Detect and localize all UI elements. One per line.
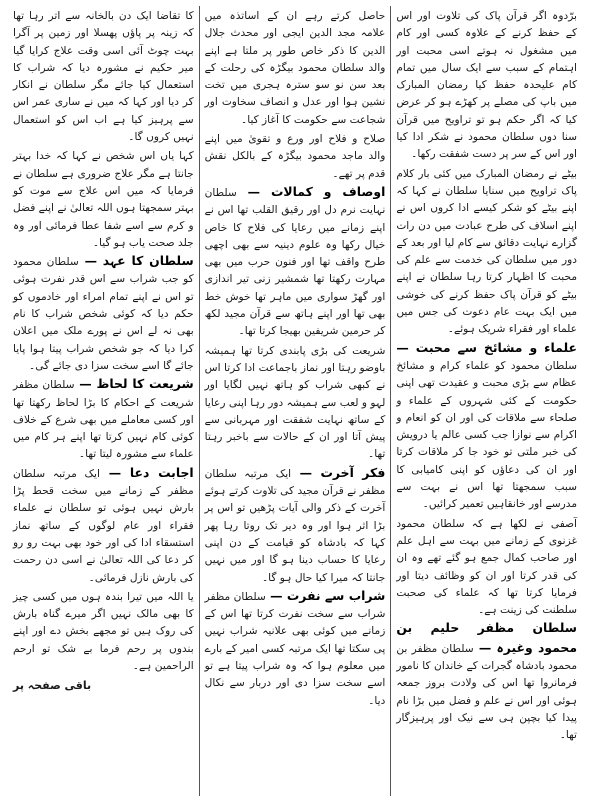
paragraph-text: سلطان محمود کو جب شراب سے اس قدر نفرت ہوئی تو اس نے اپنے تمام امراء اور خادموں کو حکم دیا کہ کوئی شخص شراب کا نام بھی نہ لے اس نے پورے ملک میں اعلان کرا دیا کہ جو شخص شراب پیتا ہوا پایا جائے گا اسے سخت سزا دی جائے گی۔ [12, 256, 194, 372]
paragraph [396, 619, 577, 744]
paragraph [205, 183, 386, 341]
column-right [391, 6, 582, 796]
paragraph [13, 146, 194, 252]
paragraph [205, 129, 386, 183]
column-left [8, 6, 199, 796]
paragraph-text: سلطان مظفر شریعت کے احکام کا بڑا لحاظ رکھتا تھا اور کسی معاملے میں بھی شرع کے خلاف کوئی کام نہیں کرتا تھا اپنے ہر کام میں علماء سے مشورہ لیتا تھا۔ [12, 379, 194, 461]
paragraph-text: صلاح و فلاح اور ورع و تقویٰ میں اپنے والد ماجد محمود بیگڑہ کے بالکل نقش قدم پر تھے۔ [204, 133, 386, 180]
paragraph-text: سلطان مظفر بن محمود بادشاہ گجرات کے خاندان کا نامور فرمانروا تھا اس کی ولادت بروز جمعہ ہوئی اور اس نے علم و فضل میں بڑا نام پیدا کیا بچپن ہی سے نیک اور پرہیزگار تھا۔ [396, 642, 577, 742]
paragraph-text: ایک مرتبہ سلطان مظفر کے زمانے میں سخت قحط پڑا بارش نہیں ہوئی تو سلطان نے علماء فقراء اور عام لوگوں کے ساتھ نماز استسقاء ادا کی اور خود بھی بہت رو رو کر دعا کی اللہ تعالیٰ نے اسی دن رحمت کی بارش نازل فرمائی۔ [12, 467, 194, 584]
paragraph-heading: اجابت دعا — [99, 464, 194, 480]
paragraph-text: سلطان محمود کو علماء کرام و مشائخ عظام سے بڑی محبت و عقیدت تھی اپنی حکومت کے کئی شہروں کے علماء و صلحاء سے ملاقات کی اور ان کو انعام و اکرام سے نوازا جب کسی عالم یا درویش کی خبر ملتی تو خود جا کر ملاقات کرتا اور ان کی دعاؤں کو اپنی کامیابی کا سبب سمجھتا تھا اس نے بہت سے مدرسے اور خانقاہیں تعمیر کرائیں۔ [396, 359, 577, 511]
paragraph [13, 375, 194, 463]
paragraph [396, 6, 577, 164]
paragraph-heading: سلطان کا عہد — [78, 253, 194, 269]
paragraph-heading: اوصاف و کمالات — [236, 183, 386, 199]
paragraph-text: یا اللہ میں تیرا بندہ ہوں میں کسی چیز کا بھی مالک نہیں اگر میرے گناہ بارش کی روک ہیں تو مجھے بخش دے اور اپنے بندوں پر رحم فرما بے شک تو ارحم الراحمین ہے۔ [12, 590, 194, 672]
paragraph-text: سلطان نہایت نرم دل اور رقیق القلب تھا اس نے اپنے زمانے میں رعایا کی فلاح کا خاص خیال رکھا وہ علوم دینیہ سے بھی اچھی طرح واقف تھا اور فنون حرب میں بھی مہارت رکھتا تھا شمشیر زنی تیر اندازی اور گھڑ سواری میں ماہر تھا خوش خط بھی تھا اور اپنے ہاتھ سے قرآن مجید لکھ کر حرمین شریفین بھیجا کرتا تھا۔ [204, 186, 386, 338]
paragraph [13, 587, 194, 675]
paragraph [396, 514, 577, 620]
paragraph-text: حاصل کرتے رہے ان کے اساتذہ میں علامہ مجد الدین ایجی اور محدث جلال الدین کا ذکر خاص طور پر ملتا ہے اپنے والد سلطان محمود بیگڑہ کی رحلت کے بعد سن نو سو سترہ ہجری میں تخت نشین ہوا اور عدل و انصاف سخاوت اور شجاعت سے حکومت کا آغاز کیا۔ [204, 10, 386, 126]
paragraph [205, 6, 386, 129]
paragraph-text: سلطان مظفر شراب سے سخت نفرت کرتا تھا اس کے زمانے میں کوئی بھی علانیہ شراب نہیں پی سکتا تھا ایک مرتبہ کسی امیر کے بارے میں معلوم ہوا کہ وہ شراب پیتا ہے تو اسے سخت سزا دی اور دربار سے نکال دیا۔ [204, 590, 386, 707]
paragraph-text: کا تقاضا ایک دن بالخانہ سے اتر رہا تھا کہ زینہ پر پاؤں پھسلا اور زمین پر آگرا بہت چوٹ آئی اسی وقت علاج کرایا گیا میر حکیم نے مشورہ دیا کہ شراب کا استعمال کیا جائے مگر سلطان نے انکار کر دیا اور کہا کہ میں نے ساری عمر اس سے پرہیز کیا ہے اب اس کو استعمال نہیں کروں گا۔ [12, 10, 194, 144]
paragraph-text: کہا یاں اس شخص نے کہا کہ خدا بہتر جانتا ہے مگر علاج ضروری ہے سلطان نے فرمایا کہ میں اس علاج سے موت کو بہتر سمجھتا ہوں اللہ تعالیٰ نے اپنے فضل و کرم سے اسے شفا عطا فرمائی اور وہ جلد صحت یاب ہو گیا۔ [12, 150, 194, 249]
paragraph-text: ایک مرتبہ سلطان مظفر نے قرآن مجید کی تلاوت کرتے ہوئے آخرت کے ذکر والی آیات پڑھیں تو اس پر بڑا اثر ہوا اور وہ دیر تک روتا رہا پھر کہا کہ بادشاہ کو قیامت کے دن اپنی رعایا کا حساب دینا ہو گا اور میں نہیں جانتا کہ میرا کیا حال ہو گا۔ [204, 467, 386, 584]
paragraph-heading: فکر آخرت — [291, 464, 386, 480]
paragraph [13, 464, 194, 587]
column-divider [199, 6, 200, 796]
paragraph [13, 252, 194, 375]
paragraph-text: شریعت کی بڑی پابندی کرتا تھا ہمیشہ باوضو رہتا اور نماز باجماعت ادا کرتا اس نے کبھی شراب کو ہاتھ نہیں لگایا اور لہو و لعب سے ہمیشہ دور رہا اپنی رعایا کے ساتھ نہایت شفقت اور مہربانی سے پیش آتا اور ان کے حالات سے باخبر رہتا تھا۔ [204, 344, 386, 461]
paragraph-heading: شریعت کا لحاظ — [74, 376, 194, 392]
paragraph-text: برّدوہ اگر قرآن پاک کی تلاوت اور اس کے حفظ کرنے کے علاوہ کسی اور کام میں مشغول نہ ہوتے اسی محبت اور اہتمام کے سبب سے ایک سال میں تمام کام علیحدہ حفظ کیا رمضان المبارک میں باپ کی مصلے پر کھڑے ہو کر عرض کیا کہ اگر حکم ہو تو تراویح میں قرآن سنا دوں سلطان محمود نے شکر ادا کیا اور اس کے سر پر دست شفقت رکھا۔ [396, 10, 577, 161]
column-middle [200, 6, 391, 796]
paragraph [13, 6, 194, 146]
paragraph [205, 341, 386, 464]
paragraph-text: آصفی نے لکھا ہے کہ سلطان محمود غزنوی کے زمانے میں بہت سے اہل علم اور صاحب کمال جمع ہو گئے تھے وہ ان کی قدر کرتا اور ان کو وظائف دیتا اور فرمایا کرتا تھا کہ علماء کی صحبت سلطنت کی زینت ہے۔ [396, 517, 577, 617]
paragraph-heading: علماء و مشائخ سے محبت — [396, 339, 577, 355]
continuation-note: باقی صفحہ پر [12, 679, 92, 693]
paragraph [205, 464, 386, 587]
paragraph-text: بیٹے نے رمضان المبارک میں کئی بار کلام پاک تراویح میں سنایا سلطان نے کہا کہ اپنے بیٹے کو شکر کیسے ادا کروں اس نے اپنے اسلاف کی طرح عبادت میں دن رات گزارے نہایت دقائق سے کام لیا اور بعد کے دور میں سلطان کی خدمت سے علم کی محبت کا اظہار کرتا رہا سلطان نے اپنے بیٹے کو قرآن پاک حفظ کرنے کی خوشی میں ایک بہت عام دعوت کی جس میں علماء اور فقراء شریک ہوئے۔ [396, 167, 577, 336]
paragraph [396, 339, 577, 514]
paragraph [205, 587, 386, 710]
paragraph [396, 164, 577, 339]
paragraph-heading: سلطان مظفر حلیم بن محمود وغیرہ — [396, 620, 577, 655]
column-divider [390, 6, 391, 796]
paragraph-heading: شراب سے نفرت — [265, 587, 386, 603]
